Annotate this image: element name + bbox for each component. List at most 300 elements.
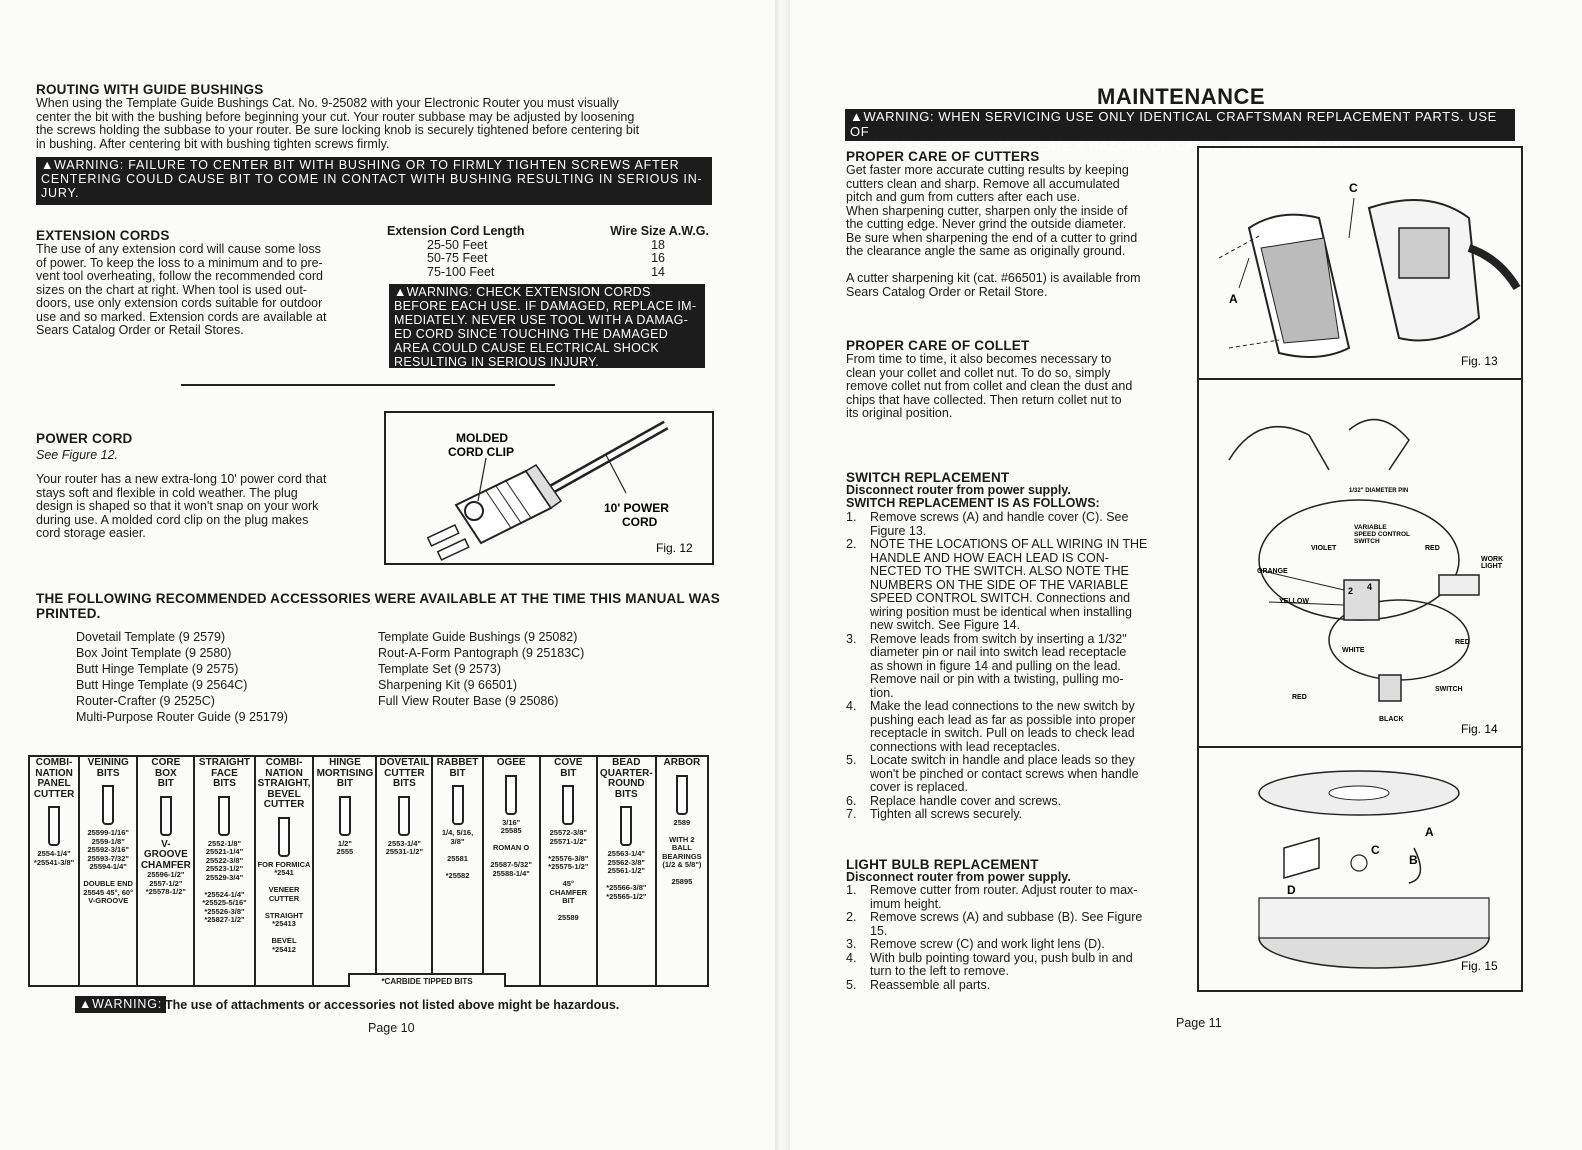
cutters-line: Get faster more accurate cutting results by keeping bbox=[846, 163, 1129, 177]
step-line: 15. bbox=[870, 923, 888, 938]
warning-line: ▲WARNING: FAILURE TO CENTER BIT WITH BUSHING OR TO FIRMLY TIGHTEN SCREWS AFTER bbox=[41, 158, 680, 172]
table-row bbox=[383, 239, 713, 253]
step-line: new switch. See Figure 14. bbox=[870, 618, 1021, 632]
extension-line: doors, use only extension cords suitable for outdoor bbox=[36, 296, 323, 310]
power-cord-line: Your router has a new extra-long 10' power cord that bbox=[36, 472, 327, 486]
bit-number: 2557-1/2" bbox=[149, 878, 183, 888]
bit-number: BEVEL bbox=[271, 936, 297, 945]
bit-number: FOR FORMICA bbox=[257, 859, 311, 869]
bit-number: *25578-1/2" bbox=[145, 887, 186, 896]
bit-column bbox=[540, 756, 597, 986]
wire-size: 16 bbox=[651, 251, 665, 265]
extension-warning bbox=[389, 284, 705, 368]
bit-title: CUTTER bbox=[33, 788, 75, 800]
bits-table bbox=[28, 755, 709, 987]
bit-title: BITS bbox=[213, 778, 236, 789]
bit-number: 25594-1/4" bbox=[89, 862, 127, 871]
step-number: 2. bbox=[846, 910, 857, 924]
step-line: cover is replaced. bbox=[870, 780, 968, 794]
bit-title: BITS bbox=[96, 767, 120, 779]
fig14-label: SWITCH bbox=[1435, 686, 1463, 693]
step-line: wiring position must be identical when installing bbox=[870, 604, 1132, 619]
bit-number: CUTTER bbox=[268, 893, 300, 903]
list-item: Butt Hinge Template (9 2575) bbox=[76, 662, 239, 676]
fig14-label: 4 bbox=[1367, 582, 1373, 592]
list-item: Butt Hinge Template (9 2564C) bbox=[76, 678, 248, 692]
bit-title: QUARTER- bbox=[599, 767, 653, 779]
fig12-label: CORD CLIP bbox=[448, 445, 514, 459]
bit-number: 25587-5/32" bbox=[490, 860, 532, 869]
cord-length: 25-50 Feet bbox=[427, 237, 488, 252]
routing-line: center the bit with the bushing before beginning your cut. Your router subbase may be adjusted by loosening bbox=[36, 109, 635, 124]
handle-cover-illustration bbox=[1199, 148, 1521, 378]
step-line: HANDLE AND HOW EACH LEAD IS CON- bbox=[870, 550, 1109, 565]
cutters-line: Be sure when sharpening the end of a cutter to grind bbox=[846, 230, 1138, 245]
bit-title: BEAD bbox=[612, 757, 641, 768]
bit-column bbox=[376, 756, 432, 986]
extension-paragraph bbox=[36, 243, 366, 338]
step-number: 1. bbox=[846, 510, 857, 524]
fig12-label: 10' POWER bbox=[604, 501, 669, 515]
collet-title: PROPER CARE OF COLLET bbox=[846, 338, 1030, 353]
warning-line: ▲WARNING: WHEN SERVICING USE ONLY IDENTICAL CRAFTSMAN REPLACEMENT PARTS. USE OF bbox=[850, 109, 1497, 139]
fig15-caption: Fig. 15 bbox=[1461, 959, 1498, 973]
bit-number: 25523-1/2" bbox=[205, 864, 244, 873]
cutters-line: cutters clean and sharp. Remove all accumulated bbox=[846, 176, 1120, 191]
step-line: receptacle in switch. Pull on leads to check lead bbox=[870, 726, 1135, 740]
step-line: SPEED CONTROL SWITCH. Connections and bbox=[870, 591, 1131, 605]
warning-line: BEFORE EACH USE. IF DAMAGED, REPLACE IM- bbox=[394, 299, 697, 313]
switch-subtitle: SWITCH REPLACEMENT IS AS FOLLOWS: bbox=[846, 496, 1100, 510]
bit-title: HINGE bbox=[329, 757, 361, 768]
routing-warning bbox=[36, 157, 712, 205]
bit-title: BITS bbox=[392, 778, 416, 789]
bit-title: BIT bbox=[336, 778, 353, 789]
bit-title: PANEL bbox=[37, 778, 71, 789]
wire-size: 14 bbox=[651, 264, 665, 279]
page-title: MAINTENANCE bbox=[1097, 84, 1266, 109]
bit-icon bbox=[102, 785, 114, 825]
fig14-label: RED bbox=[1292, 694, 1307, 701]
bit-number: 25585 bbox=[500, 826, 522, 835]
kit-line: Sears Catalog Order or Retail Store. bbox=[846, 284, 1048, 299]
fig14-label: BLACK bbox=[1379, 716, 1404, 723]
list-item: Sharpening Kit (9 66501) bbox=[378, 678, 517, 692]
subbase-illustration bbox=[1199, 748, 1521, 990]
bit-title: RABBET bbox=[436, 757, 479, 768]
warning-line: ▲WARNING: CHECK EXTENSION CORDS bbox=[394, 285, 651, 299]
bit-number: *25566-3/8" bbox=[606, 883, 647, 892]
bit-column bbox=[432, 756, 482, 986]
figure-15 bbox=[1197, 746, 1523, 992]
figure-12 bbox=[384, 411, 714, 565]
step-text: Reassemble all parts. bbox=[870, 977, 991, 992]
bit-title: COVE bbox=[554, 757, 583, 768]
fig14-label: LIGHT bbox=[1481, 563, 1502, 570]
bit-number: DOUBLE END bbox=[83, 879, 133, 888]
collet-line: chips that have collected. Then return collet nut to bbox=[846, 392, 1122, 407]
extension-line: use and so marked. Extension cords are available at bbox=[36, 309, 327, 324]
step-line bbox=[846, 911, 1176, 925]
step-text: Remove cutter from router. Adjust router to max- bbox=[870, 883, 1138, 897]
routing-line: in bushing. After centering bit with bushing tighten screws firmly. bbox=[36, 136, 390, 151]
routing-title: ROUTING WITH GUIDE BUSHINGS bbox=[36, 82, 264, 97]
step-line: NUMBERS ON THE SIDE OF THE VARIABLE bbox=[870, 577, 1129, 592]
bit-number: 25531-1/2" bbox=[385, 847, 424, 856]
step-line: Remove nail or pin with a twisting, pulling mo- bbox=[870, 672, 1124, 686]
step-line: imum height. bbox=[870, 896, 942, 911]
fig15-label: B bbox=[1409, 853, 1418, 867]
bit-subtitle: CHAMFER bbox=[140, 859, 191, 871]
switch-title: SWITCH REPLACEMENT bbox=[846, 470, 1010, 485]
bit-number: 2559-1/8" bbox=[91, 836, 125, 846]
accessories-heading bbox=[36, 591, 726, 621]
switch-steps bbox=[846, 511, 1176, 822]
fig15-label: D bbox=[1287, 883, 1296, 897]
bit-icon bbox=[278, 817, 290, 857]
cutters-title: PROPER CARE OF CUTTERS bbox=[846, 149, 1040, 164]
bit-number: ROMAN O bbox=[493, 843, 530, 852]
step-number: 3. bbox=[846, 937, 857, 951]
list-item: Box Joint Template (9 2580) bbox=[76, 646, 232, 660]
collet-line: clean your collet and collet nut. To do so, simply bbox=[846, 365, 1111, 380]
bit-column bbox=[79, 756, 137, 986]
cord-length: 75-100 Feet bbox=[427, 264, 495, 279]
bit-number: 25545 45°, 60° bbox=[83, 887, 134, 897]
fig14-label: 2 bbox=[1348, 586, 1354, 596]
warning-line: CENTERING COULD CAUSE BIT TO COME IN CONTACT WITH BUSHING RESULTING IN SERIOUS IN- bbox=[41, 172, 703, 186]
bit-number: V-GROOVE bbox=[88, 896, 129, 905]
bit-number: (1/2 & 5/8") bbox=[662, 860, 702, 869]
step-text: With bulb pointing toward you, push bulb in and bbox=[870, 950, 1133, 965]
bit-column bbox=[656, 756, 708, 986]
bottom-warning-text: The use of attachments or accessories not listed above might be hazardous. bbox=[165, 998, 620, 1012]
step-number: 5. bbox=[846, 977, 857, 992]
step-line bbox=[846, 754, 1176, 768]
bit-number: *25413 bbox=[272, 919, 296, 928]
step-line: pushing each lead as far as possible into proper bbox=[870, 712, 1136, 727]
heading-line: PRINTED. bbox=[36, 606, 101, 621]
step-number: 2. bbox=[846, 537, 857, 551]
bit-column bbox=[483, 756, 540, 986]
cutters-line: When sharpening cutter, sharpen only the inside of bbox=[846, 203, 1128, 218]
collet-paragraph bbox=[846, 353, 1176, 421]
power-cord-paragraph bbox=[36, 473, 366, 541]
bit-number: 2589 bbox=[673, 817, 691, 827]
fig13-caption: Fig. 13 bbox=[1461, 354, 1498, 368]
step-line: won't be pinched or contact screws when handle bbox=[870, 766, 1139, 781]
bit-number: 25589 bbox=[557, 913, 579, 922]
bit-title: MORTISING bbox=[316, 767, 374, 779]
bit-number: *25576-3/8" bbox=[548, 853, 589, 863]
bit-number: 45° bbox=[562, 879, 574, 888]
bit-title: FACE bbox=[211, 767, 238, 779]
bit-number: 25562-3/8" bbox=[607, 857, 645, 867]
bit-number: 25563-1/4" bbox=[607, 849, 645, 858]
step-line bbox=[846, 808, 1176, 822]
book-gutter bbox=[775, 0, 790, 1150]
wire-size: 18 bbox=[651, 237, 665, 252]
divider-rule bbox=[181, 384, 555, 386]
cutters-line: the cutting edge. Never grind the outside diameter. bbox=[846, 217, 1127, 231]
bit-number: *25525-5/16" bbox=[202, 898, 247, 907]
warning-line: RESULTING IN SERIOUS INJURY. bbox=[394, 355, 599, 369]
figure-14 bbox=[1197, 378, 1523, 748]
bit-title: COMBI- bbox=[35, 757, 73, 768]
bit-icon bbox=[676, 775, 688, 815]
bit-title: VEINING bbox=[87, 757, 129, 768]
bit-number: WITH 2 bbox=[669, 834, 695, 844]
list-item: Rout-A-Form Pantograph (9 25183C) bbox=[378, 646, 585, 660]
step-line: turn to the left to remove. bbox=[870, 964, 1009, 978]
fig14-label: VIOLET bbox=[1311, 545, 1337, 552]
bit-number: 25522-3/8" bbox=[205, 855, 244, 865]
extension-line: sizes on the chart at right. When tool is used out- bbox=[36, 282, 307, 297]
list-item: Template Guide Bushings (9 25082) bbox=[378, 630, 578, 644]
extension-line: Sears Catalog Order or Retail Stores. bbox=[36, 323, 244, 337]
step-line: connections with lead receptacles. bbox=[870, 739, 1061, 754]
warning-line: ANY OTHER PARTS MAY CREATE A HAZARD OR CAUSE PRODUCT DAMAGE. bbox=[850, 138, 1364, 153]
collet-line: remove collet nut from collet and clean the dust and bbox=[846, 379, 1133, 393]
routing-paragraph bbox=[36, 97, 716, 151]
fig13-label: A bbox=[1229, 292, 1238, 306]
step-line: Figure 13. bbox=[870, 523, 927, 538]
warning-line: ED CORD SINCE TOUCHING THE DAMAGED bbox=[394, 327, 669, 341]
fig14-label: ORANGE bbox=[1257, 568, 1288, 575]
bulb-title: LIGHT BULB REPLACEMENT bbox=[846, 857, 1039, 872]
bit-number: 25593-7/32" bbox=[87, 853, 129, 863]
table-row bbox=[383, 252, 713, 266]
bit-icon bbox=[562, 785, 574, 825]
warning-line: AREA COULD CAUSE ELECTRICAL SHOCK bbox=[394, 341, 660, 355]
power-cord-line: design is shaped so that it won't snap on your work bbox=[36, 499, 319, 513]
step-number: 7. bbox=[846, 807, 857, 821]
bit-number: *25565-1/2" bbox=[606, 891, 647, 901]
cord-length: 50-75 Feet bbox=[427, 251, 488, 265]
bit-number: *25827-1/2" bbox=[204, 915, 245, 924]
bulb-steps bbox=[846, 884, 1176, 992]
bit-title: CUTTER bbox=[263, 799, 305, 810]
bit-column bbox=[194, 756, 254, 986]
fig14-label: RED bbox=[1425, 545, 1440, 552]
bit-number: *25575-1/2" bbox=[548, 862, 589, 871]
collet-line: its original position. bbox=[846, 406, 953, 420]
bit-number: 2552-1/8" bbox=[207, 838, 242, 848]
bit-number: *25541-3/8" bbox=[33, 857, 75, 867]
list-item: Dovetail Template (9 2579) bbox=[76, 630, 226, 644]
step-text: Remove leads from switch by inserting a 1/32" bbox=[870, 631, 1127, 646]
extension-cord-table bbox=[383, 225, 713, 279]
bit-icon bbox=[398, 796, 410, 836]
bit-icon bbox=[620, 806, 632, 846]
list-item: Full View Router Base (9 25086) bbox=[378, 694, 559, 708]
bit-number: 1/4, 5/16, bbox=[441, 828, 474, 837]
bit-title: STRAIGHT, bbox=[257, 778, 311, 789]
bit-number: STRAIGHT bbox=[264, 910, 304, 920]
step-line bbox=[846, 884, 1176, 898]
bit-icon bbox=[339, 796, 351, 836]
accessories-list-2 bbox=[378, 629, 584, 709]
table-header: Extension Cord Length bbox=[387, 224, 525, 238]
extension-line: vent tool overheating, follow the recommended cord bbox=[36, 269, 323, 283]
step-number: 5. bbox=[846, 753, 857, 767]
accessories-list-1 bbox=[76, 629, 288, 725]
step-line bbox=[846, 952, 1176, 966]
bit-icon bbox=[505, 775, 517, 815]
list-item: Template Set (9 2573) bbox=[378, 662, 501, 676]
bit-number: 2553-1/4" bbox=[387, 838, 421, 848]
bit-title: BIT bbox=[560, 767, 577, 779]
fig14-label: YELLOW bbox=[1279, 598, 1309, 605]
bit-number: 25571-1/2" bbox=[549, 836, 587, 846]
power-cord-line: stays soft and flexible in cold weather. The plug bbox=[36, 485, 298, 500]
bit-number: BEARINGS bbox=[662, 851, 702, 861]
step-line: diameter pin or nail into switch lead receptacle bbox=[870, 645, 1127, 659]
bit-number: 2554-1/4" bbox=[37, 849, 71, 858]
bit-number: VENEER bbox=[268, 885, 300, 894]
bit-subtitle: V-GROOVE bbox=[143, 838, 188, 860]
power-plug-illustration bbox=[386, 413, 712, 563]
bit-title: BITS bbox=[614, 788, 638, 800]
bit-number: 25581 bbox=[447, 853, 468, 863]
extension-title: EXTENSION CORDS bbox=[36, 228, 170, 243]
step-text: Remove screws (A) and subbase (B). See Figure bbox=[870, 910, 1143, 924]
fig12-label: CORD bbox=[622, 515, 658, 529]
step-line: tion. bbox=[870, 685, 894, 700]
bit-title: NATION bbox=[265, 767, 303, 779]
fig12-caption: Fig. 12 bbox=[656, 541, 693, 555]
bit-number: 3/8" bbox=[450, 836, 465, 846]
bit-number: 2555 bbox=[336, 847, 354, 856]
power-cord-title: POWER CORD bbox=[36, 431, 133, 446]
bit-number: *2541 bbox=[274, 868, 294, 877]
bit-title: STRAIGHT bbox=[198, 757, 251, 768]
step-text: Remove screws (A) and handle cover (C). See bbox=[870, 510, 1129, 524]
kit-line: A cutter sharpening kit (cat. #66501) is available from bbox=[846, 271, 1141, 285]
bit-title: BIT bbox=[157, 778, 174, 789]
bit-number: 25572-3/8" bbox=[549, 828, 587, 837]
bit-column bbox=[313, 756, 376, 986]
bit-title: NATION bbox=[35, 767, 73, 779]
table-header: Wire Size A.W.G. bbox=[610, 224, 709, 238]
fig15-label: A bbox=[1425, 825, 1434, 839]
step-number: 3. bbox=[846, 631, 857, 646]
bit-title: CORE BOX bbox=[151, 757, 181, 779]
figure-13 bbox=[1197, 146, 1523, 380]
bit-title: CUTTER bbox=[384, 767, 425, 779]
bit-title: COMBI- bbox=[265, 757, 303, 768]
switch-disconnect: Disconnect router from power supply. bbox=[846, 483, 1071, 497]
bit-title: DOVETAIL bbox=[379, 757, 430, 768]
page-number-right: Page 11 bbox=[1176, 1016, 1222, 1030]
step-text: Tighten all screws securely. bbox=[870, 807, 1023, 821]
maintenance-warning bbox=[845, 109, 1515, 153]
bit-number: 25561-1/2" bbox=[607, 866, 645, 875]
bit-number: 25529-3/4" bbox=[205, 872, 244, 882]
extension-line: The use of any extension cord will cause some loss bbox=[36, 242, 321, 256]
step-line bbox=[846, 700, 1176, 714]
heading-line: THE FOLLOWING RECOMMENDED ACCESSORIES WERE AVAILABLE AT THE TIME THIS MANUAL WAS bbox=[36, 591, 720, 606]
list-item: Router-Crafter (9 2525C) bbox=[76, 694, 215, 708]
power-cord-line: cord storage easier. bbox=[36, 526, 146, 540]
collet-line: From time to time, it also becomes necessary to bbox=[846, 352, 1112, 366]
fig14-label: SPEED CONTROL bbox=[1354, 531, 1410, 538]
cutters-paragraph bbox=[846, 164, 1176, 259]
step-number: 4. bbox=[846, 950, 857, 965]
step-text: NOTE THE LOCATIONS OF ALL WIRING IN THE bbox=[870, 537, 1148, 551]
bit-number: 25599-1/16" bbox=[87, 828, 129, 837]
routing-line: the screws holding the subbase to your router. Be sure locking knob is securely tightened before centering bit bbox=[36, 123, 640, 137]
sharpening-kit-note bbox=[846, 272, 1176, 299]
bit-icon bbox=[48, 806, 60, 846]
fig12-label: MOLDED bbox=[456, 431, 508, 445]
fig15-label: C bbox=[1371, 843, 1380, 857]
extension-line: of power. To keep the loss to a minimum and to pre- bbox=[36, 255, 323, 270]
cutters-line: the clearance angle the same as originally ground. bbox=[846, 244, 1126, 258]
bit-icon bbox=[160, 796, 172, 836]
bit-title: BEVEL bbox=[267, 788, 301, 800]
router-bits-chart bbox=[28, 755, 709, 987]
fig14-label: SWITCH bbox=[1354, 538, 1380, 545]
bit-number: 25521-1/4" bbox=[205, 847, 244, 856]
bit-column bbox=[597, 756, 656, 986]
routing-line: When using the Template Guide Bushings Cat. No. 9-25082 with your Electronic Router you must visually bbox=[36, 96, 619, 110]
cutters-line: pitch and gum from cutters after each use. bbox=[846, 190, 1081, 204]
step-line: NECTED TO THE SWITCH. ALSO NOTE THE bbox=[870, 564, 1129, 578]
carbide-note: *CARBIDE TIPPED BITS bbox=[348, 973, 506, 987]
bottom-warning-label: ▲WARNING: bbox=[75, 996, 166, 1013]
bit-number: CHAMFER bbox=[549, 887, 588, 897]
bit-number: 25596-1/2" bbox=[147, 870, 185, 879]
step-text: Make the lead connections to the new switch by bbox=[870, 699, 1135, 713]
step-line bbox=[846, 938, 1176, 952]
bit-icon bbox=[218, 796, 230, 836]
bit-column bbox=[255, 756, 314, 986]
wiring-illustration bbox=[1199, 380, 1521, 746]
power-cord-see-figure: See Figure 12. bbox=[36, 448, 118, 462]
fig13-label: C bbox=[1349, 181, 1358, 195]
step-line bbox=[846, 979, 1176, 993]
bit-number: 25592-3/16" bbox=[87, 845, 129, 854]
bit-number: *25524-1/4" bbox=[204, 889, 245, 899]
fig14-label: 1/32" DIAMETER PIN bbox=[1349, 488, 1409, 494]
step-line bbox=[846, 633, 1176, 647]
bit-number: 1/2" bbox=[337, 838, 352, 848]
bit-number: 25588-1/4" bbox=[492, 868, 530, 878]
bit-title: ARBOR bbox=[663, 757, 701, 768]
bit-number: BIT bbox=[562, 896, 575, 905]
bulb-disconnect: Disconnect router from power supply. bbox=[846, 870, 1071, 884]
bit-number: *25526-3/8" bbox=[204, 906, 245, 916]
step-number: 1. bbox=[846, 883, 857, 897]
table-row bbox=[383, 266, 713, 280]
bit-number: BALL bbox=[671, 843, 692, 852]
fig14-label: RED bbox=[1455, 639, 1470, 646]
bit-title: ROUND bbox=[607, 778, 645, 789]
step-text: Replace handle cover and screws. bbox=[870, 793, 1062, 808]
step-line bbox=[846, 795, 1176, 809]
warning-line: MEDIATELY. NEVER USE TOOL WITH A DAMAG- bbox=[394, 313, 689, 327]
step-text: Locate switch in handle and place leads so they bbox=[870, 753, 1135, 767]
bit-number: 3/16" bbox=[502, 817, 521, 827]
step-line bbox=[846, 511, 1176, 525]
fig14-label: VARIABLE bbox=[1354, 524, 1387, 531]
bits-row bbox=[29, 756, 708, 986]
fig14-label: WORK bbox=[1481, 556, 1504, 563]
warning-line: JURY. bbox=[41, 186, 80, 200]
power-cord-line: during use. A molded cord clip on the plug makes bbox=[36, 512, 309, 527]
bit-number: *25412 bbox=[272, 944, 296, 954]
